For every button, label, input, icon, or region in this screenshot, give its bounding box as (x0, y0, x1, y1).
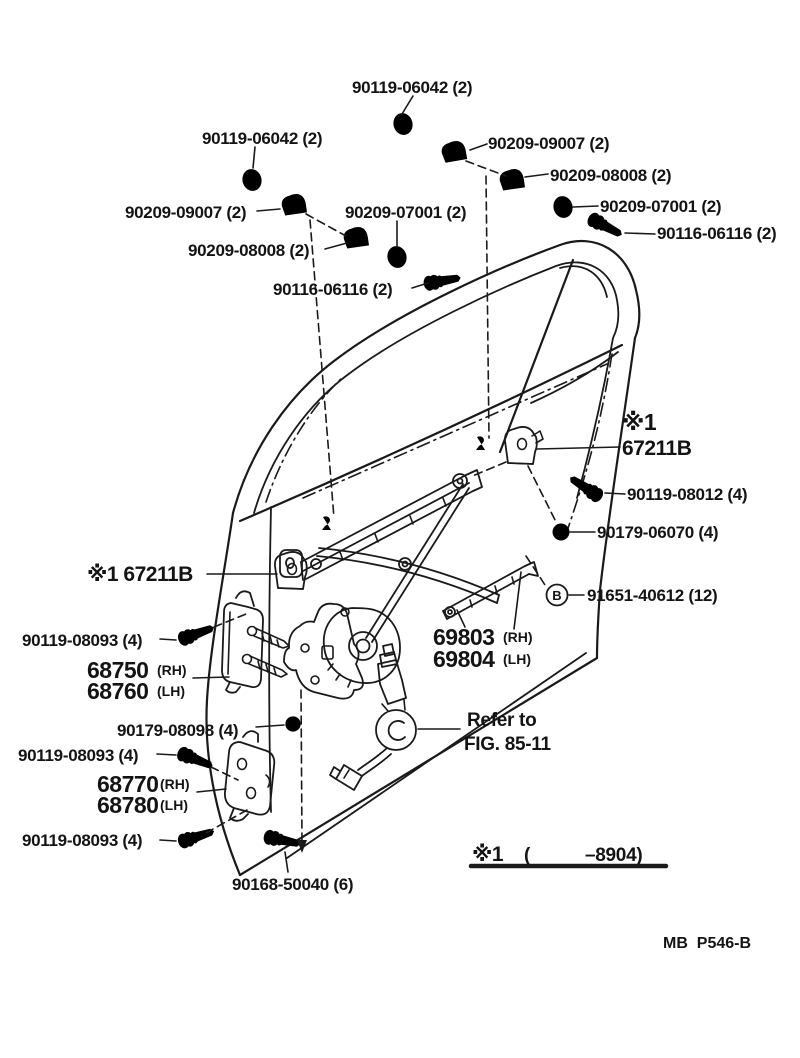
motor-wire-connector (336, 765, 362, 790)
grommet-07001-left-icon (385, 244, 409, 270)
callout-hinge-lower-rh-side: (RH) (160, 776, 190, 792)
callout-regulator-rh: 69803 (433, 624, 495, 650)
callout-nut-06070: 90179-06070 (4) (597, 523, 719, 542)
bolt-08012-icon (566, 471, 606, 504)
grommet-07001-right-icon (551, 194, 575, 220)
callout-bolt-08093-middle: 90119-08093 (4) (18, 746, 139, 765)
glass-stopper-right (505, 427, 543, 464)
belt-hook-mark-left (322, 516, 331, 530)
clip-09007-right-icon (440, 139, 467, 163)
callout-grommet-07001-left: 90209-07001 (2) (345, 203, 467, 222)
footnote-marker: ※1 (472, 843, 504, 866)
callout-screw-40612: 91651-40612 (12) (587, 586, 718, 605)
doc-code: MB P546-B (663, 935, 752, 952)
callout-clip-08008-right: 90209-08008 (2) (550, 166, 672, 185)
grommet-06042-left-icon (240, 167, 264, 193)
callout-bolt-08012: 90119-08012 (4) (627, 485, 748, 504)
callout-hinge-lower-lh-side: (LH) (160, 797, 188, 813)
callout-hinge-upper-lh-side: (LH) (157, 683, 185, 699)
screw-50040-icon (262, 829, 302, 851)
callout-hinge-lower-rh: 68770 (97, 771, 159, 797)
callout-grommet-left: 90119-06042 (2) (202, 129, 323, 148)
footnote-range: –8904) (585, 845, 643, 866)
callout-screw-06116-left: 90116-06116 (2) (273, 280, 393, 299)
callout-bolt-08093-upper: 90119-08093 (4) (22, 631, 143, 650)
callout-grommet-07001-right: 90209-07001 (2) (600, 197, 722, 216)
footnote-paren: ( (524, 845, 531, 866)
window-regulator (280, 470, 538, 699)
callout-clip-09007-left: 90209-09007 (2) (125, 203, 247, 222)
callout-bolt-08093-lower: 90119-08093 (4) (22, 831, 143, 850)
callout-clip-08008-left: 90209-08008 (2) (188, 241, 310, 260)
callout-glass-stopper-left: ※1 67211B (87, 563, 193, 586)
grommet-06042-top-icon (391, 111, 415, 137)
clip-08008-right-icon (498, 168, 525, 191)
note1-marker-right: ※1 (622, 409, 657, 435)
bolt-08093-upper-icon (176, 620, 216, 647)
motor-note-line2: FIG. 85-11 (464, 734, 551, 755)
callout-grommet-top: 90119-06042 (2) (352, 78, 473, 97)
lower-hinge (225, 731, 274, 821)
belt-hook-mark-right (476, 436, 485, 450)
clip-09007-left-icon (280, 193, 307, 216)
callout-hinge-upper-rh: 68750 (87, 657, 149, 683)
callout-hinge-upper-lh: 68760 (87, 678, 149, 704)
nut-08098-icon (285, 716, 300, 731)
callout-regulator-lh-side: (LH) (503, 651, 531, 667)
callout-regulator-lh: 69804 (433, 646, 495, 672)
callout-screw-50040: 90168-50040 (6) (232, 875, 354, 894)
callout-screw-06116-right: 90116-06116 (2) (657, 224, 777, 243)
clip-08008-left-icon (342, 226, 369, 249)
callout-nut-08098: 90179-08098 (4) (117, 721, 239, 740)
upper-hinge (222, 591, 289, 692)
callout-hinge-upper-rh-side: (RH) (157, 662, 187, 678)
callout-hinge-lower-lh: 68780 (97, 792, 159, 818)
regulator-motor (330, 644, 416, 790)
callout-regulator-rh-side: (RH) (503, 629, 533, 645)
nut-06070-icon (553, 524, 570, 541)
callout-clip-09007-right: 90209-09007 (2) (488, 134, 610, 153)
bolt-marker-letter: B (552, 588, 562, 603)
motor-note-line1: Refer to (467, 710, 537, 731)
bolt-08093-lower-icon (176, 824, 216, 850)
door-outline (206, 241, 639, 875)
callout-glass-stopper-right: 67211B (622, 437, 692, 460)
